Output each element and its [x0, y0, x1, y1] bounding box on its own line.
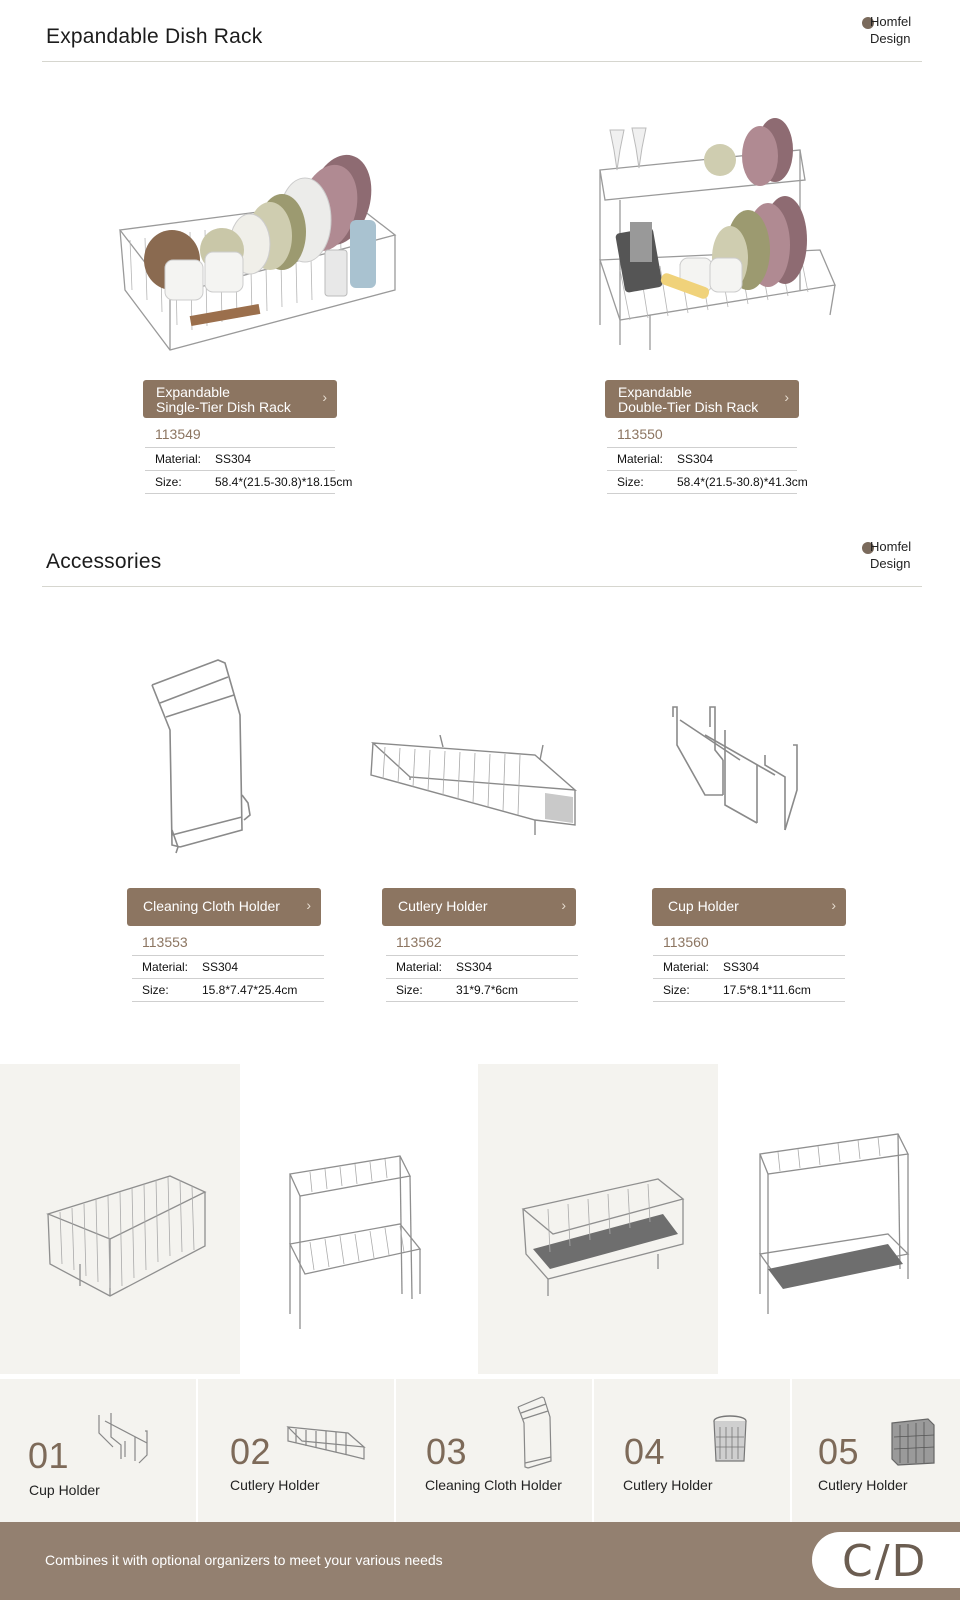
- brand-subname: Design: [870, 556, 911, 571]
- chevron-right-icon: ›: [831, 897, 836, 913]
- size-row: Size: 58.4*(21.5-30.8)*41.3cm: [607, 471, 797, 494]
- double-tier-rack-button[interactable]: [605, 380, 799, 418]
- material-row: Material: SS304: [145, 448, 335, 471]
- cup-holder-image: [665, 705, 820, 845]
- option-number: 03: [426, 1431, 468, 1472]
- cleaning-cloth-holder-button[interactable]: [127, 888, 321, 926]
- cutlery-holder-image: [365, 735, 585, 845]
- option-label: Cutlery Holder: [230, 1477, 320, 1493]
- option-number: 01: [28, 1435, 70, 1476]
- chevron-right-icon: ›: [561, 897, 566, 913]
- product-code: 113553: [132, 930, 324, 956]
- cd-logo: [812, 1532, 960, 1588]
- section-header-dish-rack: [42, 0, 922, 62]
- footer-banner: [0, 1522, 960, 1600]
- brand-name: Homfel: [870, 14, 912, 29]
- material-row: Material: SS304: [653, 956, 845, 979]
- product-name: Cutlery Holder: [398, 898, 488, 914]
- section-title: Expandable Dish Rack: [46, 25, 263, 48]
- section-header-accessories: [42, 525, 922, 587]
- option-label: Cleaning Cloth Holder: [425, 1477, 562, 1493]
- optional-organizers-strip: [0, 1379, 960, 1522]
- single-tier-rack-image: [110, 140, 410, 355]
- spec-double-tier: [607, 422, 808, 494]
- option-label: Cup Holder: [29, 1482, 100, 1498]
- product-code: 113549: [145, 422, 335, 448]
- brand-subname: Design: [870, 31, 911, 46]
- cleaning-cloth-holder-image: [140, 655, 270, 855]
- cutlery-holder-thumbnail: [286, 1423, 368, 1463]
- gallery-single-rack: [0, 1064, 240, 1374]
- double-tier-rack-image: [590, 110, 850, 360]
- gallery-single-rack-tray: [478, 1064, 718, 1374]
- brand-logo: [862, 14, 922, 50]
- chevron-right-icon: ›: [322, 389, 327, 405]
- option-label: Cutlery Holder: [623, 1477, 713, 1493]
- brand-logo: [862, 539, 922, 575]
- spec-single-tier: [145, 422, 353, 494]
- cleaning-cloth-holder-thumbnail: [514, 1395, 562, 1471]
- product-gallery: [0, 1064, 960, 1374]
- option-number: 05: [818, 1431, 860, 1472]
- size-row: Size: 31*9.7*6cm: [386, 979, 578, 1002]
- cup-holder-thumbnail: [95, 1411, 157, 1466]
- option-item[interactable]: [0, 1379, 196, 1522]
- product-name: Expandable Double-Tier Dish Rack: [618, 384, 759, 415]
- option-number: 04: [624, 1431, 666, 1472]
- material-row: Material: SS304: [386, 956, 578, 979]
- chevron-right-icon: ›: [784, 389, 789, 405]
- spec-cup-holder: [653, 930, 845, 1002]
- chevron-right-icon: ›: [306, 897, 311, 913]
- single-tier-rack-button[interactable]: [143, 380, 337, 418]
- footer-tagline: Combines it with optional organizers to meet your various needs: [45, 1552, 443, 1568]
- product-name: Expandable Single-Tier Dish Rack: [156, 384, 291, 415]
- option-item[interactable]: [396, 1379, 592, 1522]
- size-row: Size: 58.4*(21.5-30.8)*18.15cm: [145, 471, 335, 494]
- product-name: Cleaning Cloth Holder: [143, 898, 280, 914]
- option-item[interactable]: [594, 1379, 790, 1522]
- utensil-caddy-thumbnail: [888, 1415, 938, 1467]
- product-code: 113560: [653, 930, 845, 956]
- gallery-double-rack: [240, 1064, 480, 1374]
- cup-holder-button[interactable]: [652, 888, 846, 926]
- option-number: 02: [230, 1431, 272, 1472]
- spec-cutlery-holder: [386, 930, 578, 1002]
- size-row: Size: 17.5*8.1*11.6cm: [653, 979, 845, 1002]
- section-title: Accessories: [46, 550, 162, 573]
- cd-logo-text: C/D: [842, 1536, 928, 1587]
- option-label: Cutlery Holder: [818, 1477, 908, 1493]
- gallery-double-rack-tray: [718, 1064, 958, 1374]
- option-item[interactable]: [792, 1379, 960, 1522]
- utensil-holder-thumbnail: [710, 1415, 750, 1467]
- cutlery-holder-button[interactable]: [382, 888, 576, 926]
- material-row: Material: SS304: [607, 448, 797, 471]
- product-code: 113550: [607, 422, 797, 448]
- option-item[interactable]: [198, 1379, 394, 1522]
- product-name: Cup Holder: [668, 898, 739, 914]
- brand-name: Homfel: [870, 539, 912, 554]
- material-row: Material: SS304: [132, 956, 324, 979]
- spec-cleaning-cloth-holder: [132, 930, 324, 1002]
- size-row: Size: 15.8*7.47*25.4cm: [132, 979, 324, 1002]
- product-code: 113562: [386, 930, 578, 956]
